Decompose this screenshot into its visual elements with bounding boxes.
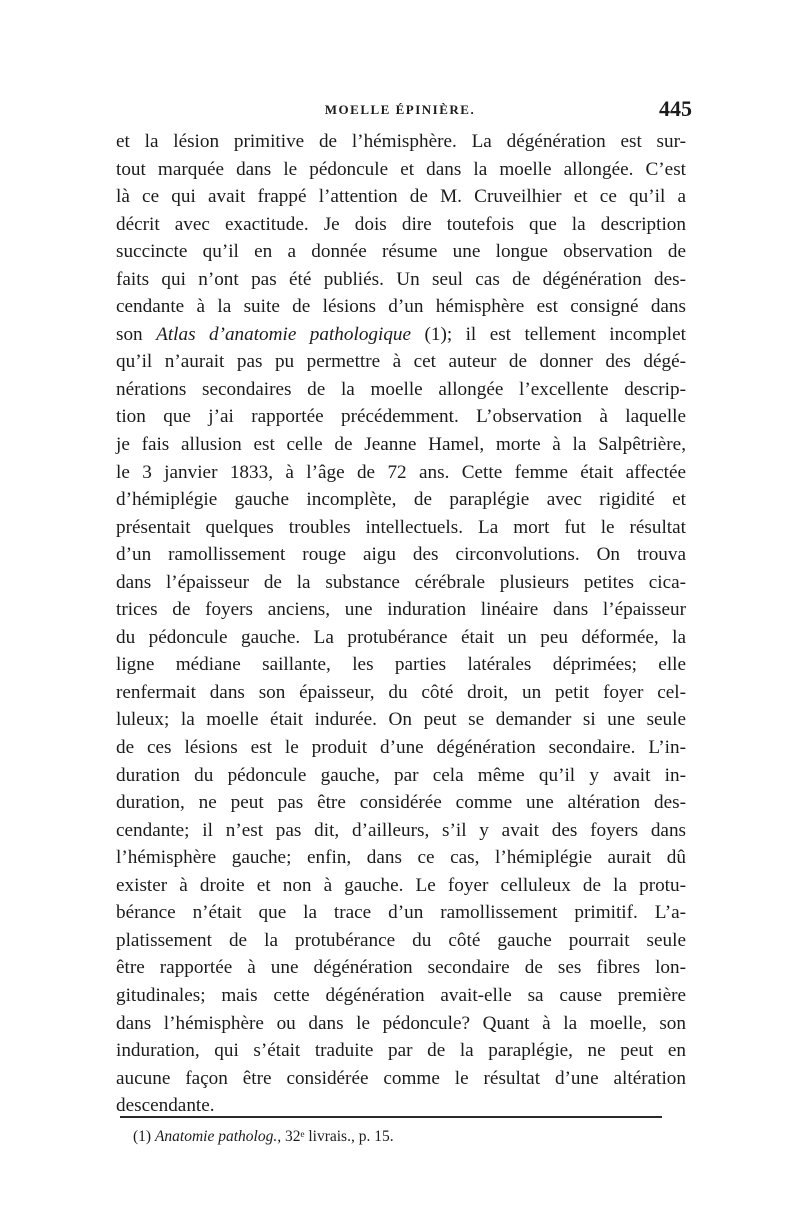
footnote-marker: (1): [133, 1128, 152, 1145]
footnote: [133, 1128, 394, 1146]
text-line: décrit avec exactitude. Je dois dire toutefois que la description: [116, 213, 686, 235]
text-line: duration, ne peut pas être considérée comme une altération des-: [116, 792, 686, 814]
text-line: être rapportée à une dégénération secondaire de ses fibres lon-: [116, 957, 686, 979]
page-number: 445: [659, 96, 692, 121]
text-line: succincte qu’il en a donnée résume une longue observation de: [116, 241, 686, 263]
text-line: d’un ramollissement rouge aigu des circonvolutions. On trouva: [116, 544, 686, 566]
text-line: bérance n’était que la trace d’un ramollissement primitif. L’a-: [116, 902, 686, 924]
text-line: faits qui n’ont pas été publiés. Un seul cas de dégénération des-: [116, 268, 686, 290]
text-line: duration du pédoncule gauche, par cela même qu’il y avait in-: [116, 764, 686, 786]
text-line: gitudinales; mais cette dégénération avait-elle sa cause première: [116, 984, 686, 1006]
footnote-citation: 32ᵉ livrais., p. 15.: [281, 1128, 394, 1145]
text-line-atlas-reference: [116, 321, 686, 349]
running-title: MOELLE ÉPINIÈRE.: [324, 102, 476, 117]
text-fragment: (1); il est tellement incomplet: [411, 323, 686, 345]
footnote-title-italic: Anatomie patholog.,: [154, 1128, 282, 1145]
footnote-divider: [120, 1116, 662, 1118]
book-title-italic: Atlas d’anatomie pathologique: [156, 323, 412, 345]
text-line: d’hémiplégie gauche incomplète, de paraplégie avec rigidité et: [116, 489, 686, 511]
text-line: là ce qui avait frappé l’attention de M. Cruveilhier et ce qu’il a: [116, 186, 686, 208]
text-line: présentait quelques troubles intellectuels. La mort fut le résultat: [116, 516, 686, 538]
text-line: tion que j’ai rapportée précédemment. L’observation à laquelle: [116, 406, 686, 428]
text-line: luleux; la moelle était indurée. On peut se demander si une seule: [116, 709, 686, 731]
text-line: dans l’hémisphère ou dans le pédoncule? Quant à la moelle, son: [116, 1012, 686, 1034]
text-line: trices de foyers anciens, une induration linéaire dans l’épaisseur: [116, 599, 686, 621]
text-line: ligne médiane saillante, les parties latérales déprimées; elle: [116, 654, 686, 676]
text-line: cendante; il n’est pas dit, d’ailleurs, s’il y avait des foyers dans: [116, 819, 686, 841]
text-line: nérations secondaires de la moelle allongée l’excellente descrip-: [116, 378, 686, 400]
text-line: aucune façon être considérée comme le résultat d’une altération: [116, 1067, 686, 1089]
text-line: qu’il n’aurait pas pu permettre à cet auteur de donner des dégé-: [116, 351, 686, 373]
text-line: dans l’épaisseur de la substance cérébrale plusieurs petites cica-: [116, 571, 686, 593]
text-line: induration, qui s’était traduite par de la paraplégie, ne peut en: [116, 1040, 686, 1062]
text-line: l’hémisphère gauche; enfin, dans ce cas, l’hémiplégie aurait dû: [116, 847, 686, 869]
text-line: du pédoncule gauche. La protubérance était un peu déformée, la: [116, 626, 686, 648]
text-line: renfermait dans son épaisseur, du côté droit, un petit foyer cel-: [116, 681, 686, 703]
text-line: platissement de la protubérance du côté gauche pourrait seule: [116, 929, 686, 951]
text-line: je fais allusion est celle de Jeanne Hamel, morte à la Salpêtrière,: [116, 434, 686, 456]
text-line-final: descendante.: [116, 1095, 215, 1117]
text-line: exister à droite et non à gauche. Le foyer celluleux de la protu-: [116, 874, 686, 896]
text-line: tout marquée dans le pédoncule et dans la moelle allongée. C’est: [116, 158, 686, 180]
body-text: [116, 128, 686, 1120]
text-fragment: son: [116, 323, 157, 345]
text-line: et la lésion primitive de l’hémisphère. La dégénération est sur-: [116, 131, 686, 152]
running-head: [116, 96, 692, 121]
text-line: de ces lésions est le produit d’une dégénération secondaire. L’in-: [116, 737, 686, 759]
text-line: cendante à la suite de lésions d’un hémisphère est consigné dans: [116, 296, 686, 318]
text-line: le 3 janvier 1833, à l’âge de 72 ans. Cette femme était affectée: [116, 461, 686, 483]
